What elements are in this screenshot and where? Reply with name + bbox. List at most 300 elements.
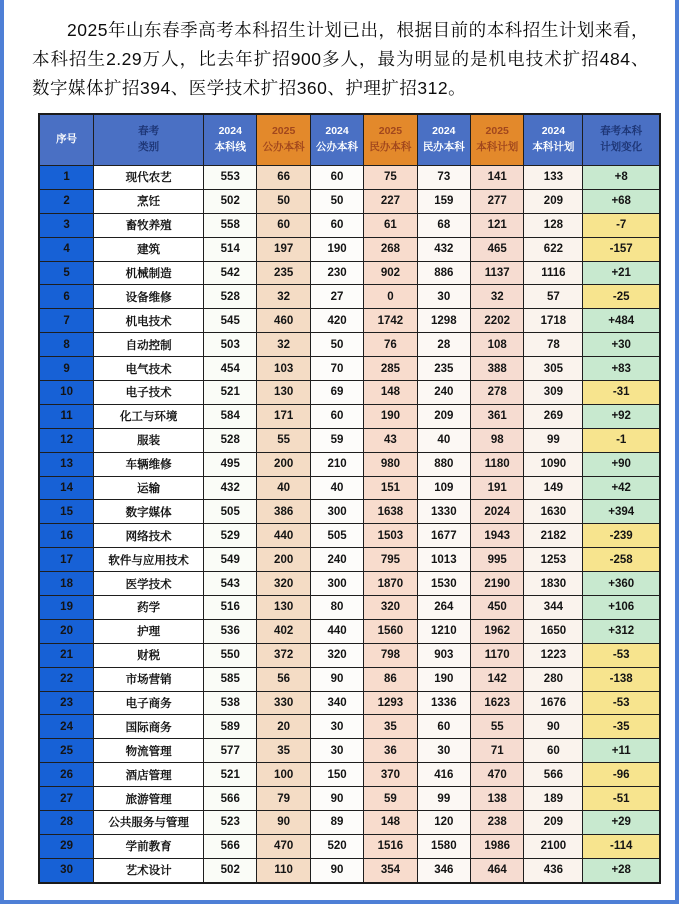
cell-public-2024: 60: [310, 213, 363, 237]
cell-index: 15: [39, 500, 94, 524]
cell-change: +83: [583, 357, 660, 381]
column-header-line: 序号: [56, 133, 78, 146]
cell-public-2024: 90: [310, 667, 363, 691]
cell-category: 药学: [94, 596, 204, 620]
cell-plan-2025: 361: [471, 404, 524, 428]
table-row: [39, 548, 660, 572]
cell-plan-2024: 566: [524, 763, 583, 787]
cell-plan-2025: 98: [471, 428, 524, 452]
cell-category: 国际商务: [94, 715, 204, 739]
table-row: [39, 357, 660, 381]
cell-private-2024: 30: [417, 739, 470, 763]
cell-line-2024: 584: [204, 404, 257, 428]
cell-category: 酒店管理: [94, 763, 204, 787]
cell-category: 旅游管理: [94, 787, 204, 811]
cell-index: 21: [39, 643, 94, 667]
cell-plan-2024: 344: [524, 596, 583, 620]
cell-plan-2025: 108: [471, 333, 524, 357]
cell-public-2024: 80: [310, 596, 363, 620]
cell-change: -7: [583, 213, 660, 237]
cell-private-2025: 1503: [364, 524, 417, 548]
cell-private-2025: 76: [364, 333, 417, 357]
cell-plan-2025: 277: [471, 189, 524, 213]
cell-index: 11: [39, 404, 94, 428]
cell-index: 8: [39, 333, 94, 357]
cell-public-2025: 235: [257, 261, 310, 285]
cell-plan-2025: 2190: [471, 572, 524, 596]
cell-public-2025: 130: [257, 381, 310, 405]
cell-index: 14: [39, 476, 94, 500]
table-row: [39, 237, 660, 261]
cell-plan-2024: 622: [524, 237, 583, 261]
cell-plan-2024: 1650: [524, 619, 583, 643]
cell-private-2025: 1742: [364, 309, 417, 333]
cell-public-2025: 386: [257, 500, 310, 524]
cell-category: 公共服务与管理: [94, 811, 204, 835]
cell-public-2025: 35: [257, 739, 310, 763]
cell-plan-2025: 465: [471, 237, 524, 261]
cell-private-2024: 240: [417, 381, 470, 405]
cell-private-2024: 346: [417, 858, 470, 882]
cell-plan-2025: 2202: [471, 309, 524, 333]
cell-category: 护理: [94, 619, 204, 643]
table-row: [39, 787, 660, 811]
table-row: [39, 213, 660, 237]
cell-index: 1: [39, 166, 94, 190]
cell-change: -96: [583, 763, 660, 787]
table-row: [39, 643, 660, 667]
cell-plan-2024: 305: [524, 357, 583, 381]
cell-plan-2024: 2100: [524, 834, 583, 858]
cell-public-2025: 197: [257, 237, 310, 261]
cell-index: 26: [39, 763, 94, 787]
column-header-line: 2024: [325, 125, 349, 138]
table-header: [39, 114, 660, 166]
cell-line-2024: 516: [204, 596, 257, 620]
cell-plan-2024: 133: [524, 166, 583, 190]
cell-private-2024: 1013: [417, 548, 470, 572]
cell-change: +21: [583, 261, 660, 285]
cell-line-2024: 566: [204, 834, 257, 858]
table-row: [39, 309, 660, 333]
cell-public-2025: 372: [257, 643, 310, 667]
cell-change: +68: [583, 189, 660, 213]
cell-change: +484: [583, 309, 660, 333]
cell-plan-2024: 99: [524, 428, 583, 452]
cell-category: 医学技术: [94, 572, 204, 596]
cell-plan-2024: 280: [524, 667, 583, 691]
cell-plan-2024: 436: [524, 858, 583, 882]
cell-category: 现代农艺: [94, 166, 204, 190]
cell-line-2024: 566: [204, 787, 257, 811]
cell-public-2024: 150: [310, 763, 363, 787]
cell-private-2025: 148: [364, 811, 417, 835]
cell-plan-2024: 189: [524, 787, 583, 811]
cell-line-2024: 542: [204, 261, 257, 285]
column-header-public-2024: [310, 114, 363, 166]
cell-line-2024: 528: [204, 428, 257, 452]
table-row: [39, 691, 660, 715]
cell-line-2024: 521: [204, 381, 257, 405]
column-header-private-2024: [417, 114, 470, 166]
enrollment-plan-table: [38, 113, 661, 884]
cell-plan-2025: 1180: [471, 452, 524, 476]
cell-plan-2024: 1116: [524, 261, 583, 285]
cell-line-2024: 495: [204, 452, 257, 476]
cell-public-2025: 90: [257, 811, 310, 835]
cell-plan-2025: 32: [471, 285, 524, 309]
cell-public-2024: 70: [310, 357, 363, 381]
cell-category: 机电技术: [94, 309, 204, 333]
column-header-line: 2025: [271, 125, 296, 138]
cell-change: -258: [583, 548, 660, 572]
cell-private-2024: 60: [417, 715, 470, 739]
cell-line-2024: 577: [204, 739, 257, 763]
cell-private-2024: 1530: [417, 572, 470, 596]
cell-index: 20: [39, 619, 94, 643]
cell-line-2024: 538: [204, 691, 257, 715]
column-header-line: 2024: [218, 125, 242, 138]
cell-category: 网络技术: [94, 524, 204, 548]
cell-public-2024: 60: [310, 404, 363, 428]
cell-index: 9: [39, 357, 94, 381]
cell-index: 30: [39, 858, 94, 882]
cell-public-2025: 200: [257, 452, 310, 476]
cell-plan-2024: 209: [524, 189, 583, 213]
table-body: [39, 166, 660, 883]
cell-public-2025: 32: [257, 333, 310, 357]
cell-private-2024: 30: [417, 285, 470, 309]
cell-index: 5: [39, 261, 94, 285]
table-row: [39, 428, 660, 452]
cell-public-2025: 40: [257, 476, 310, 500]
cell-public-2025: 50: [257, 189, 310, 213]
table-row: [39, 715, 660, 739]
cell-index: 2: [39, 189, 94, 213]
cell-plan-2024: 60: [524, 739, 583, 763]
cell-line-2024: 523: [204, 811, 257, 835]
cell-index: 28: [39, 811, 94, 835]
cell-public-2024: 520: [310, 834, 363, 858]
cell-plan-2025: 141: [471, 166, 524, 190]
cell-line-2024: 503: [204, 333, 257, 357]
cell-public-2024: 340: [310, 691, 363, 715]
cell-plan-2025: 55: [471, 715, 524, 739]
cell-public-2024: 69: [310, 381, 363, 405]
cell-public-2025: 66: [257, 166, 310, 190]
cell-private-2025: 1516: [364, 834, 417, 858]
cell-category: 设备维修: [94, 285, 204, 309]
cell-public-2024: 210: [310, 452, 363, 476]
cell-public-2024: 40: [310, 476, 363, 500]
cell-line-2024: 502: [204, 189, 257, 213]
column-header-index: [39, 114, 94, 166]
cell-private-2024: 40: [417, 428, 470, 452]
column-header-line: 春考本科: [600, 125, 643, 138]
cell-plan-2024: 1676: [524, 691, 583, 715]
cell-public-2024: 50: [310, 333, 363, 357]
cell-private-2024: 1298: [417, 309, 470, 333]
cell-index: 6: [39, 285, 94, 309]
cell-change: +29: [583, 811, 660, 835]
cell-private-2025: 148: [364, 381, 417, 405]
cell-private-2024: 1336: [417, 691, 470, 715]
cell-private-2025: 902: [364, 261, 417, 285]
cell-index: 7: [39, 309, 94, 333]
cell-plan-2025: 138: [471, 787, 524, 811]
cell-private-2024: 235: [417, 357, 470, 381]
cell-category: 服装: [94, 428, 204, 452]
cell-line-2024: 502: [204, 858, 257, 882]
cell-public-2025: 440: [257, 524, 310, 548]
cell-line-2024: 553: [204, 166, 257, 190]
table-row: [39, 285, 660, 309]
cell-private-2025: 86: [364, 667, 417, 691]
cell-plan-2024: 269: [524, 404, 583, 428]
cell-public-2024: 320: [310, 643, 363, 667]
cell-line-2024: 589: [204, 715, 257, 739]
cell-category: 车辆维修: [94, 452, 204, 476]
cell-private-2025: 59: [364, 787, 417, 811]
cell-index: 27: [39, 787, 94, 811]
table-row: [39, 858, 660, 882]
cell-public-2024: 420: [310, 309, 363, 333]
cell-private-2025: 61: [364, 213, 417, 237]
column-header-plan-2024: [524, 114, 583, 166]
cell-change: -239: [583, 524, 660, 548]
cell-public-2025: 130: [257, 596, 310, 620]
cell-line-2024: 558: [204, 213, 257, 237]
cell-category: 学前教育: [94, 834, 204, 858]
cell-line-2024: 529: [204, 524, 257, 548]
cell-private-2025: 354: [364, 858, 417, 882]
cell-index: 22: [39, 667, 94, 691]
cell-private-2024: 1580: [417, 834, 470, 858]
cell-public-2025: 56: [257, 667, 310, 691]
cell-plan-2025: 1137: [471, 261, 524, 285]
cell-plan-2024: 1223: [524, 643, 583, 667]
cell-plan-2025: 1986: [471, 834, 524, 858]
cell-plan-2025: 238: [471, 811, 524, 835]
cell-plan-2024: 57: [524, 285, 583, 309]
cell-private-2025: 0: [364, 285, 417, 309]
cell-category: 市场营销: [94, 667, 204, 691]
cell-public-2025: 402: [257, 619, 310, 643]
cell-change: +8: [583, 166, 660, 190]
cell-category: 财税: [94, 643, 204, 667]
cell-private-2025: 151: [364, 476, 417, 500]
cell-category: 数字媒体: [94, 500, 204, 524]
cell-index: 24: [39, 715, 94, 739]
cell-category: 电子商务: [94, 691, 204, 715]
cell-plan-2024: 149: [524, 476, 583, 500]
cell-change: +360: [583, 572, 660, 596]
cell-private-2025: 190: [364, 404, 417, 428]
cell-private-2024: 68: [417, 213, 470, 237]
cell-public-2025: 460: [257, 309, 310, 333]
cell-plan-2025: 388: [471, 357, 524, 381]
table-row: [39, 524, 660, 548]
column-header-line: 春考: [138, 125, 160, 138]
cell-plan-2024: 1253: [524, 548, 583, 572]
cell-private-2025: 1560: [364, 619, 417, 643]
cell-private-2025: 285: [364, 357, 417, 381]
cell-private-2024: 416: [417, 763, 470, 787]
cell-public-2025: 330: [257, 691, 310, 715]
intro-paragraph: 2025年山东春季高考本科招生计划已出，根据目前的本科招生计划来看，本科招生2.29万人，比去年扩招900多人，最为明显的是机电技术扩招484、数字媒体扩招394、医学技术扩招360、护理扩招312。: [32, 20, 649, 98]
cell-change: +106: [583, 596, 660, 620]
cell-private-2025: 1638: [364, 500, 417, 524]
cell-category: 物流管理: [94, 739, 204, 763]
cell-private-2025: 36: [364, 739, 417, 763]
cell-public-2025: 320: [257, 572, 310, 596]
cell-line-2024: 550: [204, 643, 257, 667]
cell-plan-2024: 309: [524, 381, 583, 405]
cell-public-2024: 30: [310, 715, 363, 739]
cell-public-2024: 190: [310, 237, 363, 261]
cell-public-2024: 60: [310, 166, 363, 190]
cell-plan-2025: 1962: [471, 619, 524, 643]
cell-plan-2025: 1943: [471, 524, 524, 548]
column-header-line: 2024: [541, 125, 566, 138]
cell-plan-2025: 995: [471, 548, 524, 572]
table-row: [39, 572, 660, 596]
table-row: [39, 452, 660, 476]
cell-category: 电气技术: [94, 357, 204, 381]
table-row: [39, 333, 660, 357]
cell-private-2024: 209: [417, 404, 470, 428]
cell-public-2024: 300: [310, 572, 363, 596]
cell-index: 3: [39, 213, 94, 237]
cell-private-2024: 1210: [417, 619, 470, 643]
cell-private-2024: 886: [417, 261, 470, 285]
column-header-line: 2025: [485, 125, 509, 138]
cell-private-2024: 28: [417, 333, 470, 357]
table-row: [39, 404, 660, 428]
table-row: [39, 166, 660, 190]
cell-public-2025: 110: [257, 858, 310, 882]
table-row: [39, 811, 660, 835]
cell-plan-2024: 78: [524, 333, 583, 357]
cell-index: 16: [39, 524, 94, 548]
cell-plan-2025: 191: [471, 476, 524, 500]
table-row: [39, 834, 660, 858]
cell-index: 13: [39, 452, 94, 476]
cell-plan-2024: 1718: [524, 309, 583, 333]
cell-line-2024: 514: [204, 237, 257, 261]
cell-private-2025: 43: [364, 428, 417, 452]
column-header-line: 本科线: [214, 141, 246, 153]
cell-plan-2025: 1170: [471, 643, 524, 667]
cell-private-2024: 99: [417, 787, 470, 811]
cell-index: 29: [39, 834, 94, 858]
table-row: [39, 619, 660, 643]
cell-category: 烹饪: [94, 189, 204, 213]
cell-private-2024: 880: [417, 452, 470, 476]
cell-plan-2025: 71: [471, 739, 524, 763]
cell-plan-2024: 128: [524, 213, 583, 237]
column-header-plan-2025: [471, 114, 524, 166]
cell-change: -25: [583, 285, 660, 309]
cell-plan-2025: 2024: [471, 500, 524, 524]
cell-index: 19: [39, 596, 94, 620]
cell-public-2025: 20: [257, 715, 310, 739]
cell-plan-2025: 1623: [471, 691, 524, 715]
cell-change: +92: [583, 404, 660, 428]
cell-category: 畜牧养殖: [94, 213, 204, 237]
cell-public-2025: 100: [257, 763, 310, 787]
cell-change: +394: [583, 500, 660, 524]
cell-public-2024: 89: [310, 811, 363, 835]
cell-public-2025: 60: [257, 213, 310, 237]
column-header-line: 公办本科: [262, 141, 305, 153]
cell-line-2024: 454: [204, 357, 257, 381]
cell-index: 4: [39, 237, 94, 261]
cell-public-2024: 505: [310, 524, 363, 548]
cell-category: 软件与应用技术: [94, 548, 204, 572]
cell-public-2025: 470: [257, 834, 310, 858]
table-row: [39, 763, 660, 787]
cell-private-2024: 1330: [417, 500, 470, 524]
cell-public-2024: 50: [310, 189, 363, 213]
cell-private-2025: 75: [364, 166, 417, 190]
table-row: [39, 381, 660, 405]
cell-change: +312: [583, 619, 660, 643]
cell-private-2025: 320: [364, 596, 417, 620]
cell-category: 化工与环境: [94, 404, 204, 428]
cell-index: 12: [39, 428, 94, 452]
cell-private-2024: 903: [417, 643, 470, 667]
cell-private-2025: 227: [364, 189, 417, 213]
table-header-row: [39, 114, 660, 166]
cell-public-2025: 171: [257, 404, 310, 428]
cell-private-2024: 1677: [417, 524, 470, 548]
cell-private-2025: 35: [364, 715, 417, 739]
cell-index: 10: [39, 381, 94, 405]
cell-change: -51: [583, 787, 660, 811]
cell-category: 自动控制: [94, 333, 204, 357]
cell-public-2024: 300: [310, 500, 363, 524]
cell-private-2025: 980: [364, 452, 417, 476]
cell-private-2025: 268: [364, 237, 417, 261]
cell-plan-2025: 278: [471, 381, 524, 405]
cell-line-2024: 549: [204, 548, 257, 572]
column-header-line: 民办本科: [369, 141, 412, 153]
cell-plan-2025: 464: [471, 858, 524, 882]
cell-category: 运输: [94, 476, 204, 500]
cell-change: +30: [583, 333, 660, 357]
cell-plan-2025: 121: [471, 213, 524, 237]
column-header-category: [94, 114, 204, 166]
column-header-line: 本科计划: [476, 141, 519, 153]
cell-category: 建筑: [94, 237, 204, 261]
cell-index: 17: [39, 548, 94, 572]
cell-plan-2024: 1830: [524, 572, 583, 596]
table-row: [39, 500, 660, 524]
cell-line-2024: 521: [204, 763, 257, 787]
column-header-line-2024: [204, 114, 257, 166]
cell-line-2024: 528: [204, 285, 257, 309]
cell-public-2024: 90: [310, 858, 363, 882]
cell-public-2025: 32: [257, 285, 310, 309]
column-header-line: 公办本科: [316, 141, 359, 153]
column-header-change: [583, 114, 660, 166]
column-header-public-2025: [257, 114, 310, 166]
table-row: [39, 189, 660, 213]
cell-line-2024: 543: [204, 572, 257, 596]
column-header-line: 计划变化: [600, 141, 643, 153]
cell-private-2024: 73: [417, 166, 470, 190]
